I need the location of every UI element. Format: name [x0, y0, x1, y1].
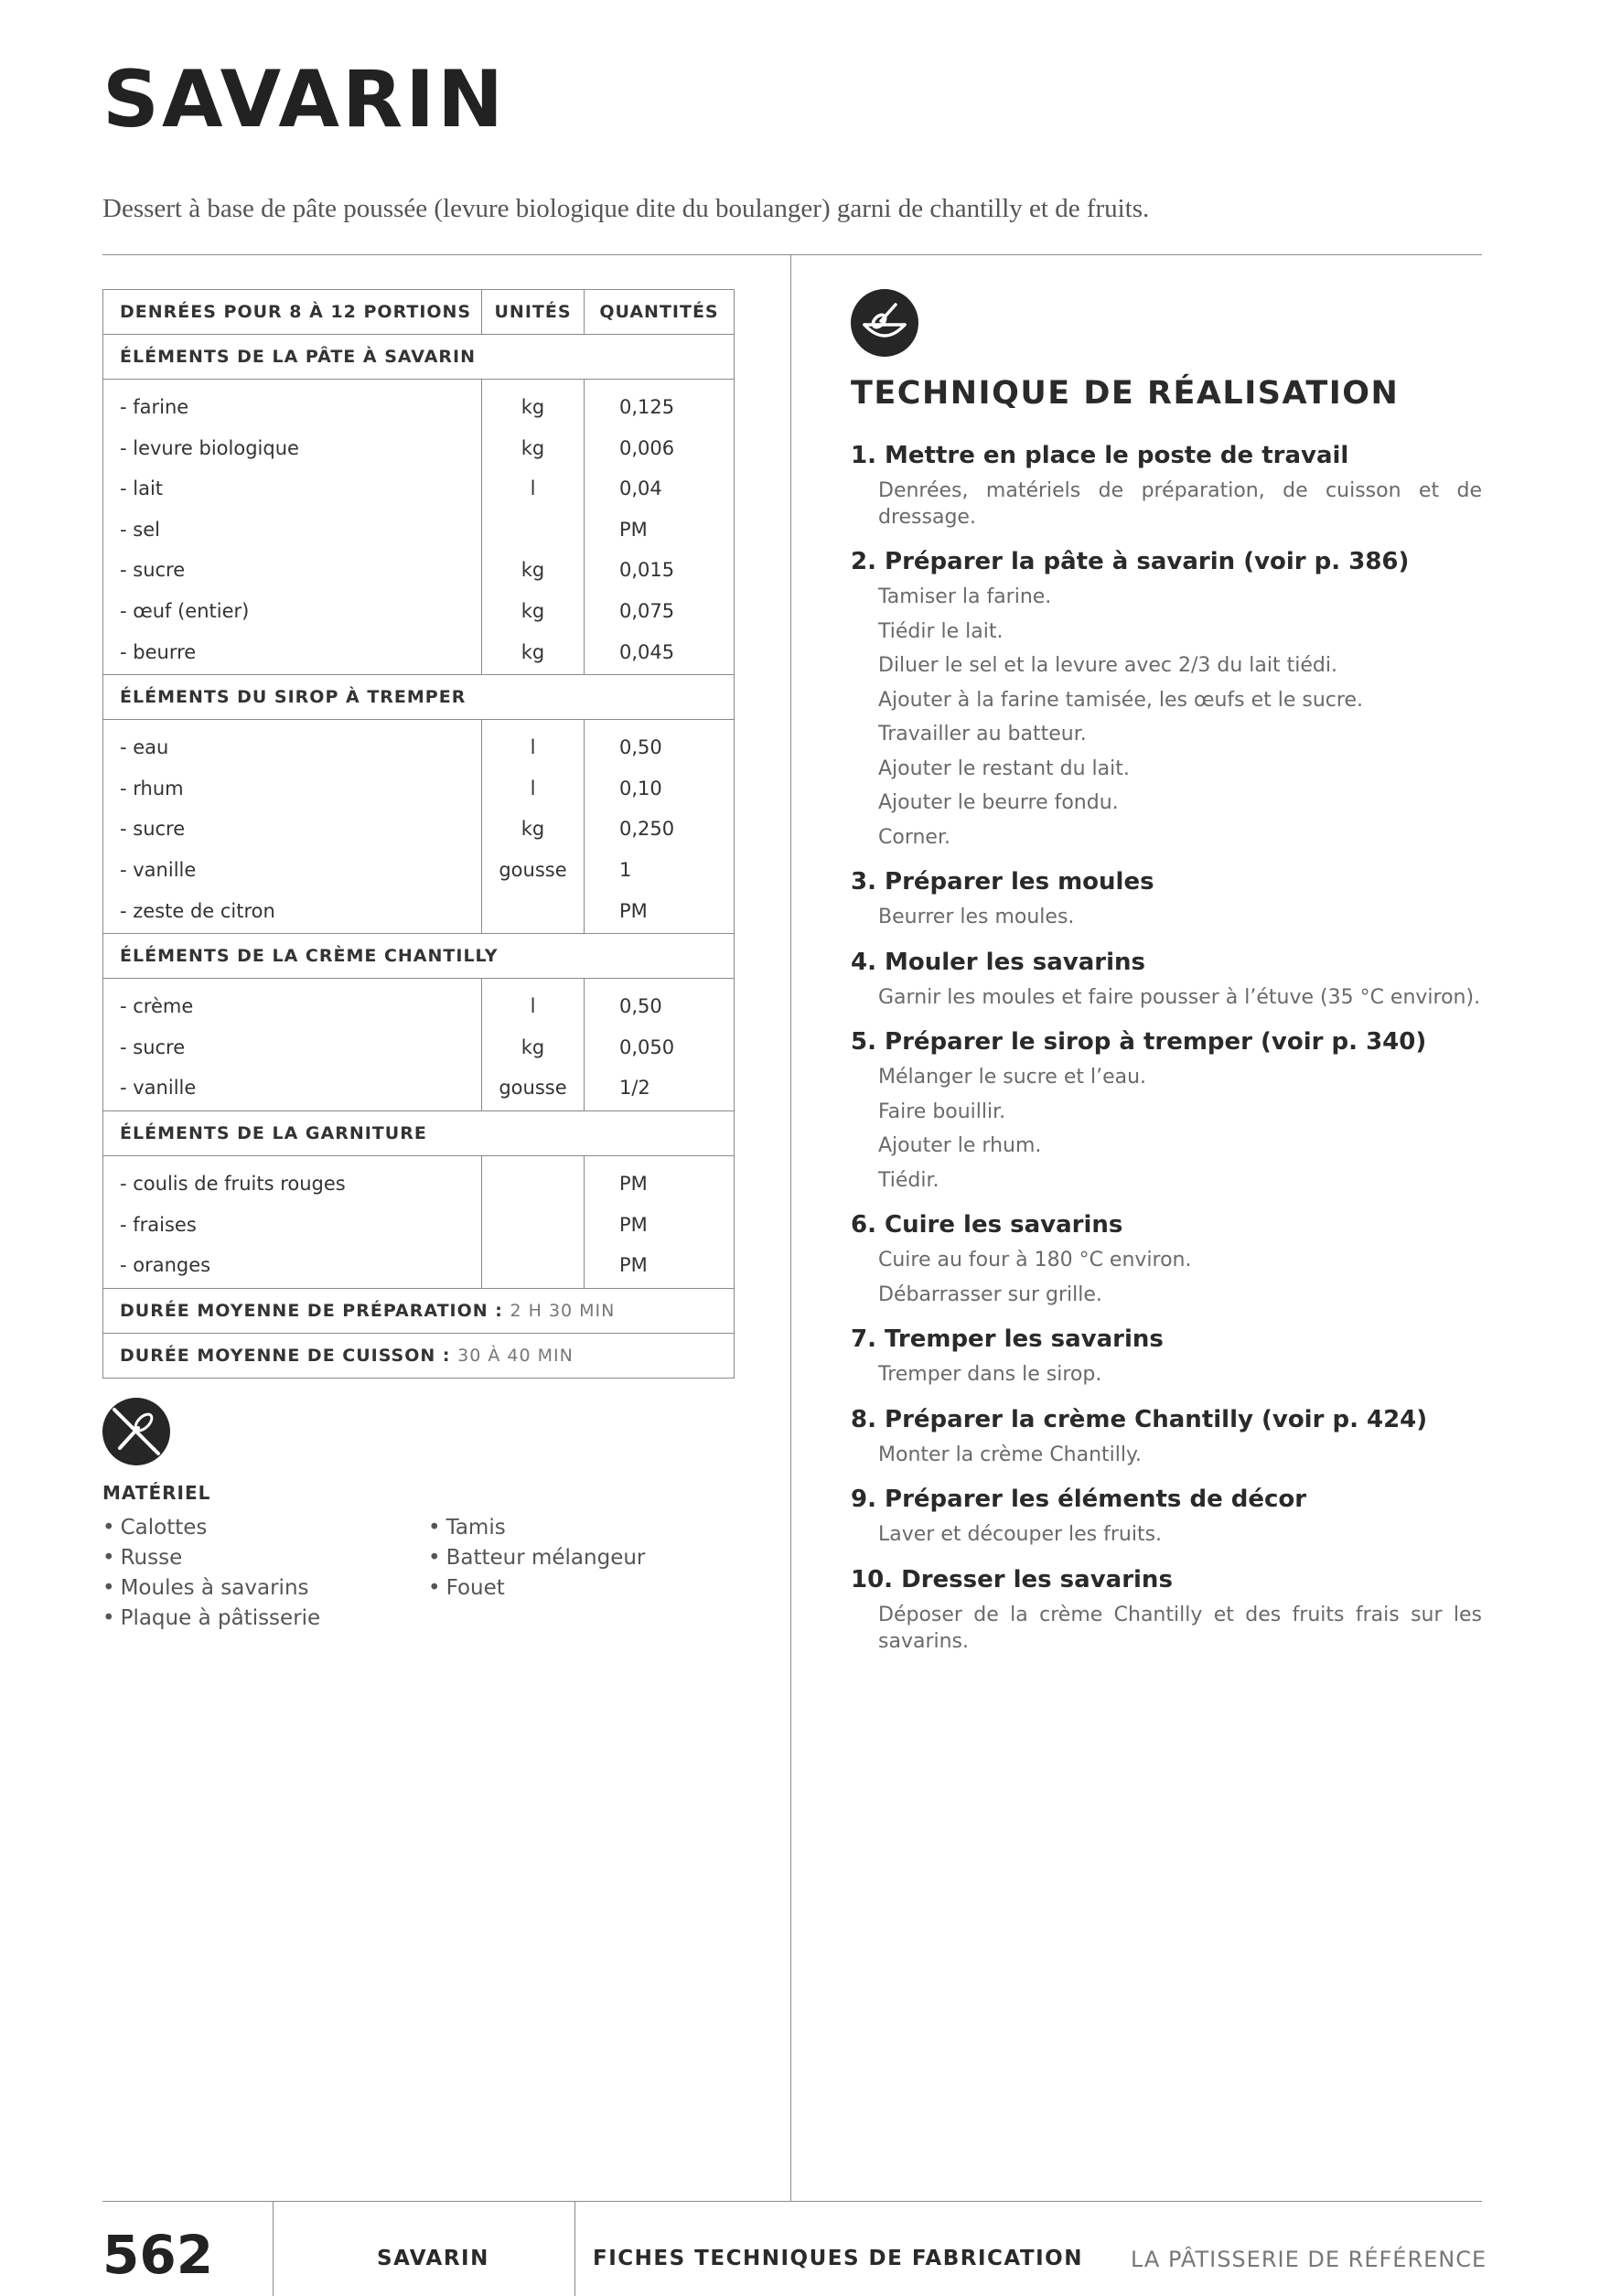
footer-separator [574, 2201, 575, 2296]
ingredient-name: - sucre [120, 818, 186, 841]
technique-step [851, 1561, 1482, 1658]
step-instruction: Cuire au four à 180 °C environ. [878, 1249, 1192, 1271]
header-divider [102, 254, 1482, 255]
ingredient-name: - beurre [120, 640, 197, 663]
ingredient-name: - oranges [120, 1254, 211, 1277]
footer-separator [273, 2201, 274, 2296]
step-instruction: Diluer le sel et la levure avec 2/3 du lait tiédi. [878, 654, 1337, 677]
step-instruction: Faire bouillir. [878, 1100, 1006, 1123]
technique-step [851, 1207, 1482, 1312]
materiel-item: • Batteur mélangeur [428, 1543, 645, 1573]
ingredient-quantity-column [585, 720, 735, 934]
ingredient-name: - crème [120, 995, 194, 1018]
section-title: ÉLÉMENTS DE LA CRÈME CHANTILLY [103, 934, 735, 979]
ingredient-quantity-column [585, 380, 735, 675]
materiel-list-left [102, 1513, 320, 1634]
ingredient-quantity: PM [619, 899, 648, 922]
step-instruction: Mélanger le sucre et l’eau. [878, 1066, 1147, 1089]
step-instruction: Laver et découper les fruits. [878, 1523, 1163, 1546]
ingredient-name-column [103, 380, 482, 675]
technique-step [851, 1321, 1482, 1392]
duration-row [103, 1333, 735, 1378]
footer-section: FICHES TECHNIQUES DE FABRICATION [593, 2247, 1083, 2270]
ingredient-name: - œuf (entier) [120, 599, 250, 622]
step-instruction: Denrées, matériels de préparation, de cuisson et de dressage. [878, 479, 1482, 529]
header-quantites: QUANTITÉS [585, 290, 735, 335]
step-instruction: Garnir les moules et faire pousser à l’étuve (35 °C environ). [878, 985, 1481, 1009]
rolling-pin-whisk-icon [102, 1398, 170, 1465]
step-instruction: Tremper dans le sirop. [878, 1363, 1102, 1386]
section-row [103, 335, 735, 380]
technique-steps [851, 437, 1482, 1668]
ingredient-name: - rhum [120, 777, 184, 799]
technique-title: TECHNIQUE DE RÉALISATION [851, 375, 1400, 412]
ingredient-unit [482, 510, 584, 551]
section-title: ÉLÉMENTS DE LA GARNITURE [103, 1110, 735, 1155]
ingredient-name: - sucre [120, 559, 186, 582]
materiel-item: • Fouet [428, 1573, 645, 1604]
ingredient-quantity: 0,50 [619, 736, 662, 759]
ingredient-name: - sucre [120, 1035, 186, 1058]
step-instruction: Travailler au batteur. [878, 723, 1087, 746]
table-header-row [103, 290, 735, 335]
preparation-duration-value: 2 H 30 MIN [510, 1300, 616, 1321]
step-title: 4. Mouler les savarins [851, 948, 1145, 976]
ingredient-quantity: 1/2 [619, 1077, 650, 1100]
ingredient-quantity: PM [619, 518, 648, 541]
ingredient-unit: gousse [499, 858, 567, 881]
step-instruction: Tiédir. [878, 1168, 939, 1192]
ingredient-unit: kg [521, 599, 545, 622]
step-instruction: Ajouter à la farine tamisée, les œufs et le sucre. [878, 688, 1363, 712]
footer-divider [102, 2201, 1482, 2202]
ingredient-quantity: 0,050 [619, 1035, 675, 1058]
technique-step [851, 944, 1482, 1015]
materiel-item: • Plaque à pâtisserie [102, 1604, 320, 1634]
ingredients-body [103, 335, 735, 1289]
ingredient-quantity: 0,125 [619, 396, 675, 418]
technique-step [851, 1481, 1482, 1552]
ingredient-unit [482, 1164, 584, 1205]
bowl-whisk-icon [851, 289, 918, 357]
materiel-item: • Moules à savarins [102, 1573, 320, 1604]
ingredient-unit-column [482, 720, 585, 934]
ingredient-unit-column [482, 380, 585, 675]
section-row [103, 934, 735, 979]
ingredient-unit [482, 1245, 584, 1286]
step-title: 1. Mettre en place le poste de travail [851, 442, 1349, 469]
ingredient-block [103, 380, 735, 675]
step-title: 7. Tremper les savarins [851, 1325, 1164, 1353]
ingredient-name-column [103, 979, 482, 1111]
step-instruction: Tamiser la farine. [878, 585, 1052, 608]
step-instruction: Ajouter le beurre fondu. [878, 791, 1119, 814]
ingredient-unit: kg [521, 396, 545, 418]
materiel-item: • Calottes [102, 1513, 320, 1543]
section-title: ÉLÉMENTS DU SIROP À TREMPER [103, 675, 735, 720]
step-title: 9. Préparer les éléments de décor [851, 1486, 1307, 1513]
ingredient-quantity: 0,04 [619, 477, 662, 500]
materiel-item: • Tamis [428, 1513, 645, 1543]
section-row [103, 675, 735, 720]
recipe-description: Dessert à base de pâte poussée (levure biologique dite du boulanger) garni de chantilly et de fruits. [102, 194, 1150, 223]
ingredient-unit [482, 891, 584, 932]
step-instruction: Ajouter le restant du lait. [878, 756, 1130, 780]
ingredient-quantity: PM [619, 1254, 648, 1277]
ingredient-quantity: 0,045 [619, 640, 675, 663]
cooking-duration-label: DURÉE MOYENNE DE CUISSON : [120, 1345, 458, 1366]
ingredient-unit: kg [521, 818, 545, 841]
ingredient-unit: kg [521, 436, 545, 459]
header-unites: UNITÉS [482, 290, 585, 335]
ingredient-unit-column [482, 1155, 585, 1288]
step-instruction: Tiédir le lait. [878, 619, 1004, 643]
ingredient-name: - levure biologique [120, 436, 299, 459]
technique-step [851, 437, 1482, 534]
technique-step [851, 543, 1482, 854]
step-title: 10. Dresser les savarins [851, 1565, 1173, 1593]
step-instruction: Déposer de la crème Chantilly et des fruits frais sur les savarins. [878, 1603, 1482, 1653]
ingredient-unit: kg [521, 1035, 545, 1058]
preparation-duration-label: DURÉE MOYENNE DE PRÉPARATION : [120, 1300, 510, 1321]
step-instruction: Ajouter le rhum. [878, 1134, 1042, 1157]
cooking-duration [103, 1333, 735, 1378]
ingredient-quantity: 0,006 [619, 436, 675, 459]
materiel-list-right [428, 1513, 645, 1604]
ingredient-quantity: PM [619, 1172, 648, 1195]
ingredient-unit: l [530, 477, 536, 500]
materiel-item: • Russe [102, 1543, 320, 1573]
ingredient-unit: l [530, 777, 536, 799]
section-row [103, 1110, 735, 1155]
section-title: ÉLÉMENTS DE LA PÂTE À SAVARIN [103, 335, 735, 380]
step-instruction: Corner. [878, 825, 950, 849]
ingredient-name: - fraises [120, 1213, 197, 1236]
ingredient-block [103, 1155, 735, 1288]
ingredient-name: - vanille [120, 1077, 197, 1100]
ingredient-quantity: 0,10 [619, 777, 662, 799]
technique-step [851, 1401, 1482, 1473]
ingredient-name: - coulis de fruits rouges [120, 1172, 346, 1195]
ingredient-unit: kg [521, 559, 545, 582]
footer-book-title: LA PÂTISSERIE DE RÉFÉRENCE [1131, 2247, 1487, 2272]
ingredient-name-column [103, 1155, 482, 1288]
ingredient-name: - vanille [120, 858, 197, 881]
technique-step [851, 1024, 1482, 1197]
step-title: 3. Préparer les moules [851, 868, 1154, 896]
page-number: 562 [102, 2224, 214, 2286]
step-title: 5. Préparer le sirop à tremper (voir p. 340) [851, 1028, 1427, 1056]
ingredient-unit: kg [521, 640, 545, 663]
ingredient-name: - sel [120, 518, 160, 541]
step-instruction: Débarrasser sur grille. [878, 1282, 1102, 1306]
step-title: 2. Préparer la pâte à savarin (voir p. 386) [851, 548, 1410, 575]
duration-row [103, 1288, 735, 1333]
header-denrees: DENRÉES POUR 8 À 12 PORTIONS [103, 290, 482, 335]
ingredient-unit: gousse [499, 1077, 567, 1100]
ingredient-quantity: 0,250 [619, 818, 675, 841]
ingredient-quantity: 0,075 [619, 599, 675, 622]
ingredient-quantity: 0,50 [619, 995, 662, 1018]
ingredient-name-column [103, 720, 482, 934]
ingredient-unit: l [530, 736, 536, 759]
ingredient-quantity-column [585, 979, 735, 1111]
page-title: SAVARIN [102, 54, 507, 145]
technique-step [851, 864, 1482, 935]
ingredient-quantity: PM [619, 1213, 648, 1236]
step-title: 6. Cuire les savarins [851, 1211, 1123, 1239]
ingredient-name: - lait [120, 477, 164, 500]
ingredient-name: - farine [120, 396, 189, 418]
cooking-duration-value: 30 À 40 MIN [457, 1345, 574, 1366]
ingredient-block [103, 979, 735, 1111]
ingredient-quantity-column [585, 1155, 735, 1288]
step-instruction: Monter la crème Chantilly. [878, 1443, 1142, 1466]
ingredient-quantity: 0,015 [619, 559, 675, 582]
ingredient-unit-column [482, 979, 585, 1111]
step-title: 8. Préparer la crème Chantilly (voir p. 424) [851, 1405, 1428, 1433]
ingredient-quantity: 1 [619, 858, 632, 881]
step-instruction: Beurrer les moules. [878, 906, 1075, 928]
column-divider [790, 254, 791, 2201]
ingredient-name: - zeste de citron [120, 899, 275, 922]
ingredient-unit [482, 1205, 584, 1246]
ingredient-name: - eau [120, 736, 169, 759]
ingredient-block [103, 720, 735, 934]
preparation-duration [103, 1288, 735, 1333]
ingredient-unit: l [530, 995, 536, 1018]
ingredients-table [102, 289, 735, 1379]
footer-recipe-name: SAVARIN [377, 2247, 489, 2270]
materiel-title: MATÉRIEL [102, 1482, 211, 1504]
